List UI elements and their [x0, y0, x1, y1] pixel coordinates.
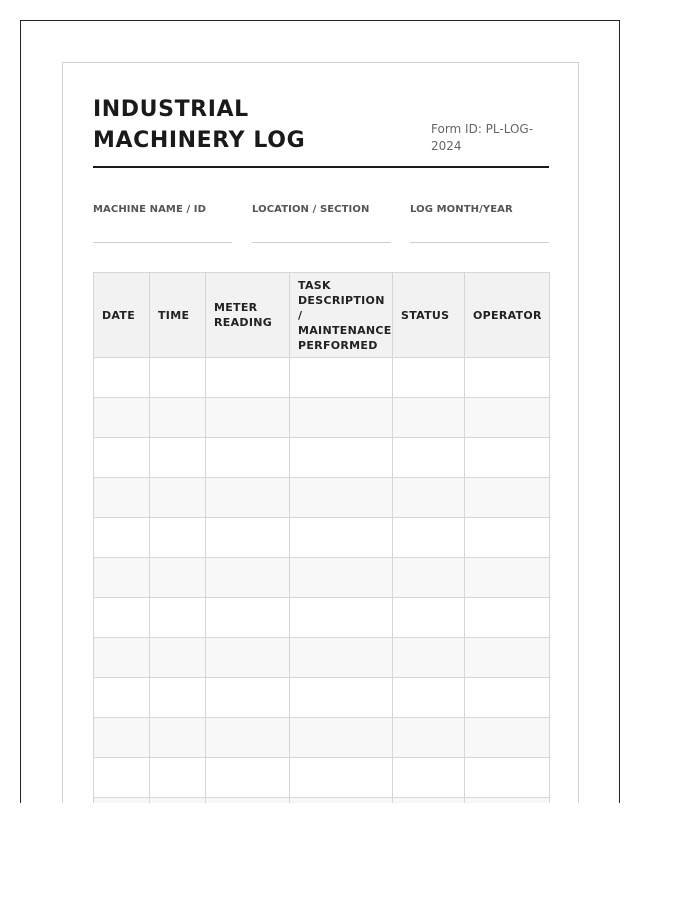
cell-date[interactable] — [94, 598, 150, 638]
cell-status[interactable] — [393, 438, 465, 478]
cell-meter-reading[interactable] — [206, 398, 290, 438]
cell-meter-reading[interactable] — [206, 478, 290, 518]
cell-task-description[interactable] — [290, 678, 393, 718]
column-header-task-description: TASK DESCRIPTION / MAINTENANCE PERFORMED — [290, 273, 393, 358]
cell-status[interactable] — [393, 638, 465, 678]
table-row — [94, 438, 550, 478]
table-row — [94, 798, 550, 804]
cell-date[interactable] — [94, 398, 150, 438]
cell-operator[interactable] — [465, 598, 550, 638]
cell-meter-reading[interactable] — [206, 798, 290, 804]
cell-date[interactable] — [94, 358, 150, 398]
table-row — [94, 478, 550, 518]
cell-date[interactable] — [94, 558, 150, 598]
cell-task-description[interactable] — [290, 358, 393, 398]
cell-task-description[interactable] — [290, 758, 393, 798]
cell-operator[interactable] — [465, 438, 550, 478]
cell-date[interactable] — [94, 518, 150, 558]
cell-time[interactable] — [150, 638, 206, 678]
machine-name-label: MACHINE NAME / ID — [93, 204, 207, 215]
table-row — [94, 718, 550, 758]
location-field[interactable] — [252, 204, 391, 243]
cell-meter-reading[interactable] — [206, 358, 290, 398]
cell-operator[interactable] — [465, 478, 550, 518]
cell-status[interactable] — [393, 478, 465, 518]
cell-operator[interactable] — [465, 358, 550, 398]
cell-task-description[interactable] — [290, 398, 393, 438]
table-row — [94, 598, 550, 638]
machine-name-field[interactable] — [93, 204, 232, 243]
cell-status[interactable] — [393, 758, 465, 798]
table-row — [94, 558, 550, 598]
page-frame — [20, 20, 620, 803]
cell-status[interactable] — [393, 398, 465, 438]
cell-task-description[interactable] — [290, 518, 393, 558]
cell-task-description[interactable] — [290, 798, 393, 804]
form-header — [93, 92, 549, 168]
cell-time[interactable] — [150, 438, 206, 478]
cell-task-description[interactable] — [290, 558, 393, 598]
cell-time[interactable] — [150, 678, 206, 718]
cell-meter-reading[interactable] — [206, 758, 290, 798]
cell-time[interactable] — [150, 758, 206, 798]
cell-time[interactable] — [150, 798, 206, 804]
cell-status[interactable] — [393, 558, 465, 598]
cell-task-description[interactable] — [290, 438, 393, 478]
page-title: INDUSTRIAL MACHINERY LOG — [93, 97, 306, 153]
log-table — [93, 272, 550, 803]
log-sheet — [62, 62, 579, 803]
cell-meter-reading[interactable] — [206, 518, 290, 558]
table-row — [94, 758, 550, 798]
cell-status[interactable] — [393, 798, 465, 804]
table-header-row — [94, 273, 550, 358]
cell-operator[interactable] — [465, 678, 550, 718]
cell-date[interactable] — [94, 478, 150, 518]
location-label: LOCATION / SECTION — [252, 204, 370, 215]
cell-operator[interactable] — [465, 798, 550, 804]
column-header-date: DATE — [94, 273, 150, 358]
cell-task-description[interactable] — [290, 598, 393, 638]
cell-time[interactable] — [150, 598, 206, 638]
cell-task-description[interactable] — [290, 638, 393, 678]
column-header-operator: OPERATOR — [465, 273, 550, 358]
cell-date[interactable] — [94, 678, 150, 718]
table-row — [94, 638, 550, 678]
cell-status[interactable] — [393, 518, 465, 558]
cell-meter-reading[interactable] — [206, 558, 290, 598]
cell-operator[interactable] — [465, 638, 550, 678]
cell-meter-reading[interactable] — [206, 438, 290, 478]
cell-meter-reading[interactable] — [206, 718, 290, 758]
cell-meter-reading[interactable] — [206, 638, 290, 678]
cell-status[interactable] — [393, 678, 465, 718]
log-table-body — [94, 358, 550, 804]
cell-time[interactable] — [150, 398, 206, 438]
cell-operator[interactable] — [465, 558, 550, 598]
form-id: Form ID: PL-LOG-2024 — [431, 122, 534, 153]
cell-status[interactable] — [393, 598, 465, 638]
cell-status[interactable] — [393, 358, 465, 398]
table-row — [94, 358, 550, 398]
cell-operator[interactable] — [465, 718, 550, 758]
cell-date[interactable] — [94, 758, 150, 798]
cell-time[interactable] — [150, 518, 206, 558]
log-month-year-label: LOG MONTH/YEAR — [410, 204, 513, 215]
cell-task-description[interactable] — [290, 718, 393, 758]
column-header-meter-reading: METER READING — [206, 273, 290, 358]
cell-meter-reading[interactable] — [206, 598, 290, 638]
column-header-time: TIME — [150, 273, 206, 358]
cell-date[interactable] — [94, 718, 150, 758]
cell-time[interactable] — [150, 478, 206, 518]
cell-time[interactable] — [150, 558, 206, 598]
table-row — [94, 518, 550, 558]
cell-date[interactable] — [94, 638, 150, 678]
cell-date[interactable] — [94, 798, 150, 804]
cell-time[interactable] — [150, 358, 206, 398]
cell-meter-reading[interactable] — [206, 678, 290, 718]
column-header-status: STATUS — [393, 273, 465, 358]
cell-time[interactable] — [150, 718, 206, 758]
table-row — [94, 398, 550, 438]
cell-status[interactable] — [393, 718, 465, 758]
cell-operator[interactable] — [465, 398, 550, 438]
cell-operator[interactable] — [465, 758, 550, 798]
cell-operator[interactable] — [465, 518, 550, 558]
table-row — [94, 678, 550, 718]
log-month-year-field[interactable] — [410, 204, 549, 243]
cell-task-description[interactable] — [290, 478, 393, 518]
cell-date[interactable] — [94, 438, 150, 478]
